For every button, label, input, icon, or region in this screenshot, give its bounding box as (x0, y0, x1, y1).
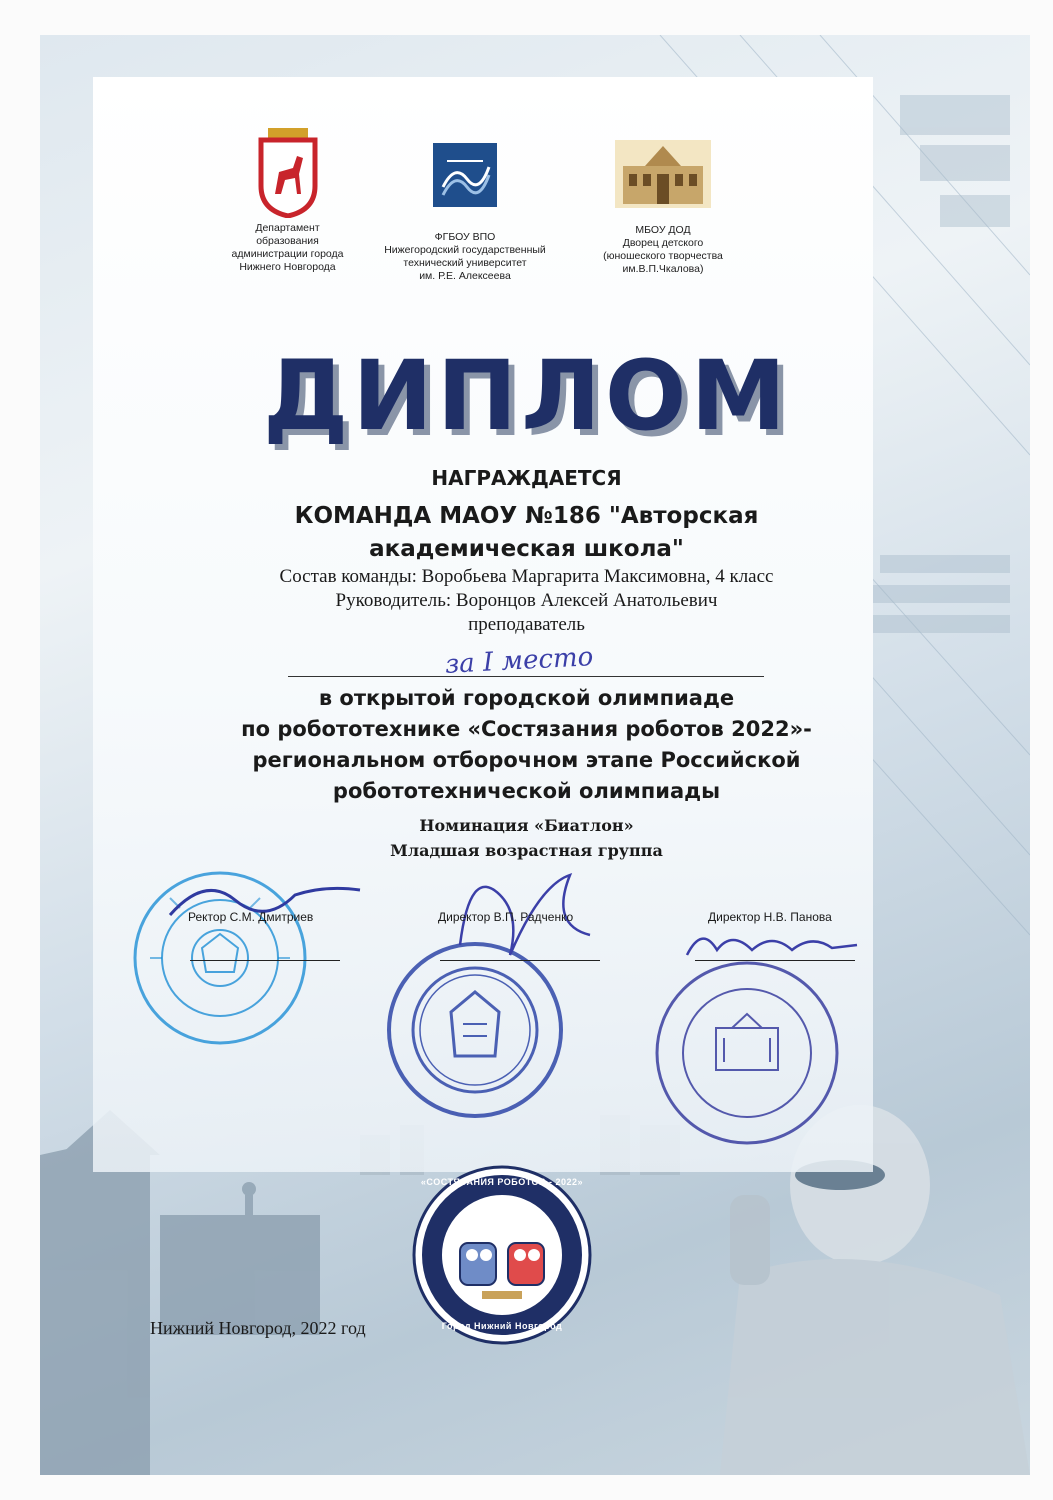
palace-building-icon (615, 140, 711, 208)
rector-sign-line (190, 960, 340, 961)
logo-right-caption: МБОУ ДОД Дворец детского (юношеского творчества им.В.П.Чкалова) (603, 224, 723, 275)
rector-label: Ректор С.М. Дмитриев (188, 910, 314, 924)
administration-stamp (385, 940, 565, 1120)
awarded-label: НАГРАЖДАЕТСЯ (431, 466, 622, 490)
olympiad-line4: робототехнической олимпиады (332, 779, 721, 803)
members-line1: Состав команды: Воробьева Маргарита Максимовна, 4 класс (279, 566, 774, 587)
director2-label: Директор Н.В. Панова (708, 910, 832, 924)
nomination-text: Номинация «Биатлон» (419, 816, 634, 835)
logo-city-department (215, 128, 360, 274)
badge-top-text: «СОСТЯЗАНИЯ РОБОТОВ - 2022» (420, 1177, 584, 1187)
badge-bottom-text: Город Нижний Новгород (441, 1321, 563, 1331)
director2-sign-line (695, 960, 855, 961)
logo-palace (583, 140, 743, 276)
olympiad-description (0, 683, 1053, 807)
olympiad-line3: региональном отборочном этапе Российской (252, 748, 801, 772)
director1-label: Директор В.П. Радченко (438, 910, 574, 924)
place-handwritten: за I место (444, 642, 594, 680)
diploma-title: ДИПЛОМ (262, 340, 791, 452)
competition-badge (412, 1165, 592, 1345)
logo-center-caption: ФГБОУ ВПО Нижегородский государственный технический университет им. Р.Е. Алексеева (384, 231, 546, 282)
robots-badge-icon (412, 1165, 592, 1345)
members-line2: Руководитель: Воронцов Алексей Анатольевич (335, 590, 718, 611)
director2-signature (682, 920, 862, 970)
olympiad-line1: в открытой городской олимпиаде (318, 686, 735, 710)
members-line3: преподаватель (468, 614, 585, 635)
palace-stamp (652, 958, 842, 1148)
team-name-line1: КОМАНДА МАОУ №186 "Авторская (294, 503, 759, 529)
coat-of-arms-icon (253, 128, 323, 218)
olympiad-line2: по робототехнике «Состязания роботов 2022»- (241, 717, 812, 741)
team-name-line2: академическая школа" (369, 536, 684, 562)
director1-sign-line (440, 960, 600, 961)
logo-university (375, 143, 555, 283)
team-members (0, 565, 1053, 637)
place-fill-line (288, 676, 764, 677)
university-emblem-icon (433, 143, 497, 207)
logo-left-caption: Департамент образования администрации города Нижнего Новгорода (231, 222, 344, 273)
team-name (0, 500, 1053, 566)
age-group-text: Младшая возрастная группа (390, 841, 663, 860)
city-year: Нижний Новгород, 2022 год (150, 1318, 366, 1338)
